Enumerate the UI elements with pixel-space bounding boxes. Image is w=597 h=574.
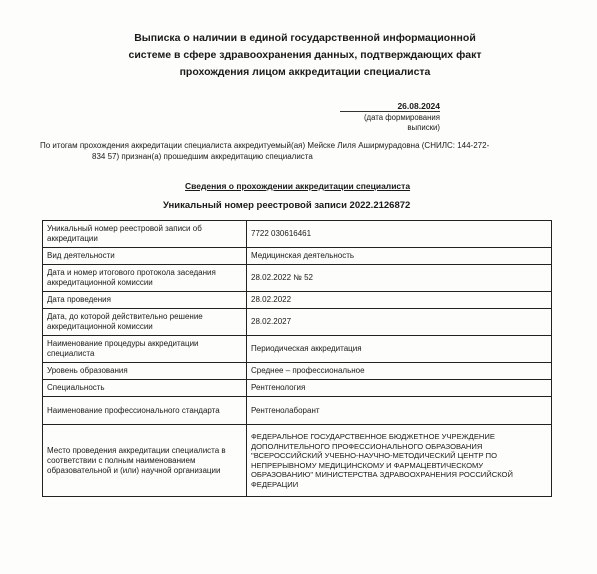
row-value: 28.02.2022 № 52 [247, 265, 552, 292]
row-label: Специальность [43, 380, 247, 397]
row-value: Рентгенолаборант [247, 397, 552, 425]
row-label: Наименование профессионального стандарта [43, 397, 247, 425]
table-row [43, 265, 552, 292]
row-label: Дата, до которой действительно решение аккредитационной комиссии [43, 309, 247, 336]
row-label: Место проведения аккредитации специалиста в соответствии с полным наименованием образовательной и (или) научной организации [43, 425, 247, 497]
table-row [43, 397, 552, 425]
row-value: 28.02.2027 [247, 309, 552, 336]
title-line: прохождения лицом аккредитации специалиста [179, 66, 431, 78]
row-label: Дата проведения [43, 292, 247, 309]
table-row [43, 309, 552, 336]
row-value: Периодическая аккредитация [247, 336, 552, 363]
row-label: Наименование процедуры аккредитации специалиста [43, 336, 247, 363]
registry-number-title: Уникальный номер реестровой записи 2022.2126872 [163, 200, 411, 211]
row-label: Уровень образования [43, 363, 247, 380]
document-title [100, 30, 510, 81]
table-row [43, 292, 552, 309]
intro-line: 834 57) признан(а) прошедшим аккредитацию специалиста [92, 152, 313, 161]
title-line: системе в сфере здравоохранения данных, подтверждающих факт [128, 49, 482, 61]
intro-line: По итогам прохождения аккредитации специалиста аккредитуемый(ая) Мейске Лиля Аширмурадовна (СНИЛС: 144-272- [40, 141, 490, 150]
row-label: Дата и номер итогового протокола заседания аккредитационной комиссии [43, 265, 247, 292]
row-value: ФЕДЕРАЛЬНОЕ ГОСУДАРСТВЕННОЕ БЮДЖЕТНОЕ УЧРЕЖДЕНИЕ ДОПОЛНИТЕЛЬНОГО ПРОФЕССИОНАЛЬНОГО ОБРАЗОВАНИЯ "ВСЕРОССИЙСКИЙ УЧЕБНО-НАУЧНО-МЕТОДИЧЕСКИЙ ЦЕНТР ПО НЕПРЕРЫВНОМУ МЕДИЦИНСКОМУ И ФАРМАЦЕВТИЧЕСКОМУ ОБРАЗОВАНИЮ" МИНИСТЕРСТВА ЗДРАВООХРАНЕНИЯ РОССИЙСКОЙ ФЕДЕРАЦИИ [247, 425, 552, 497]
row-value: Медицинская деятельность [247, 248, 552, 265]
title-line: Выписка о наличии в единой государственной информационной [134, 32, 476, 44]
table-row [43, 248, 552, 265]
issue-date: 26.08.2024 [397, 101, 440, 111]
row-value: Среднее – профессиональное [247, 363, 552, 380]
row-value: 7722 030616461 [247, 221, 552, 248]
section-title: Сведения о прохождении аккредитации специалиста [185, 181, 411, 191]
accreditation-table [42, 220, 552, 497]
row-value: 28.02.2022 [247, 292, 552, 309]
table-row [43, 336, 552, 363]
row-label: Уникальный номер реестровой записи об аккредитации [43, 221, 247, 248]
table-row [43, 425, 552, 497]
issue-date-block [340, 101, 440, 133]
issue-date-caption: (дата формирования выписки) [340, 111, 440, 133]
table-row [43, 221, 552, 248]
table-row [43, 363, 552, 380]
row-label: Вид деятельности [43, 248, 247, 265]
row-value: Рентгенология [247, 380, 552, 397]
intro-paragraph [40, 140, 570, 162]
table-row [43, 380, 552, 397]
